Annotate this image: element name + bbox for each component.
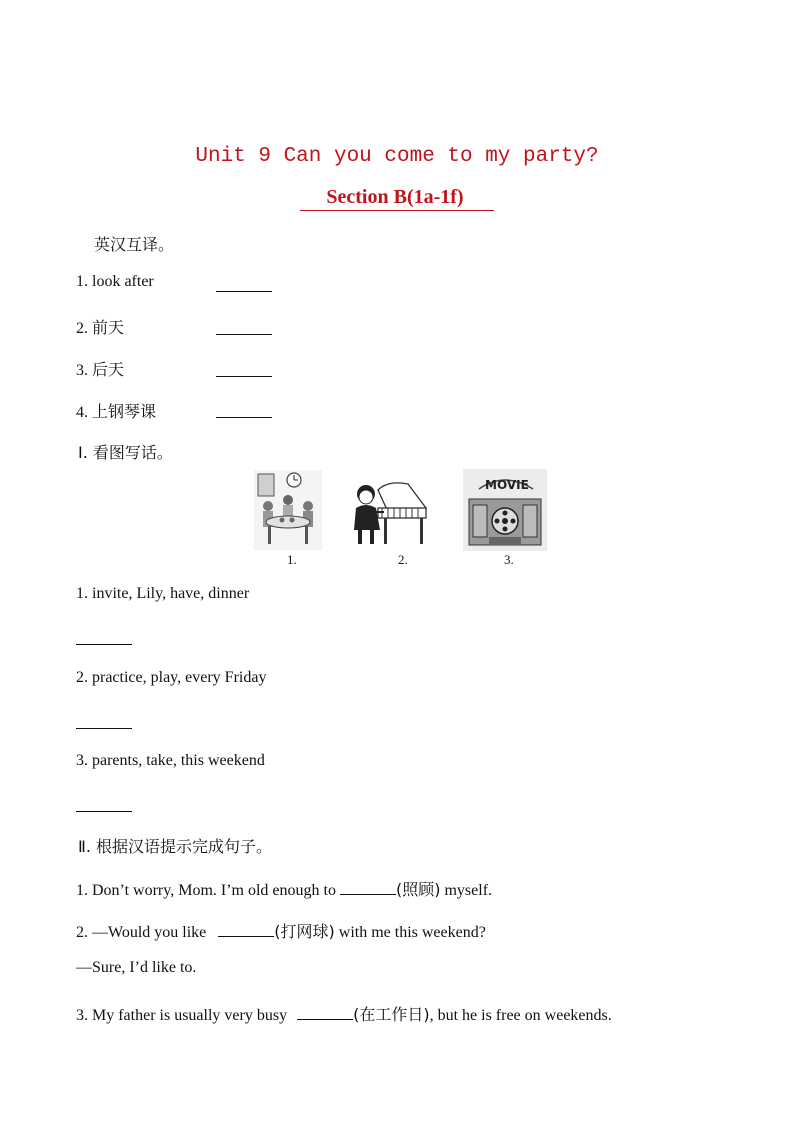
family-dinner-picture [254,470,322,550]
picture-caption-1: 1. [287,552,297,567]
part-one-heading: Ⅰ. 看图写话。 [78,443,173,462]
picture-caption-3: 3. [504,552,514,567]
answer-blank[interactable] [297,1005,353,1020]
answer-blank[interactable] [216,290,272,292]
question-3 [76,1002,612,1025]
item-text: look after [92,273,154,290]
translate-item-4 [76,399,156,422]
page-title: Unit 9 Can you come to my party? [195,145,599,168]
movie-theater-picture [463,469,547,551]
answer-blank[interactable] [340,880,396,895]
picture-caption-2: 2. [398,552,408,567]
question-text: 2. —Would you like [76,924,211,941]
prompt-3: 3. parents, take, this weekend [76,752,265,769]
movie-sign-text: MOVIE [485,478,529,492]
section-title-text: Section B(1a-1f) [300,186,493,211]
hint-text: (照顾) [395,880,441,899]
question-2 [76,919,486,942]
question-1 [76,877,492,900]
item-number: 2. [76,320,88,337]
item-number: 3. [76,362,88,379]
answer-line-3[interactable] [76,810,132,812]
translate-heading: 英汉互译。 [94,235,175,254]
answer-line-2[interactable] [76,727,132,729]
hint-text: (在工作日) [353,1005,430,1024]
question-2-reply: —Sure, I’d like to. [76,959,197,976]
translate-item-1 [76,273,154,291]
question-text-end: with me this weekend? [334,924,486,941]
answer-line-1[interactable] [76,643,132,645]
translate-item-3 [76,357,124,380]
section-title [0,186,794,209]
item-number: 1. [76,273,88,290]
girl-piano-picture [348,478,430,548]
item-text: 上钢琴课 [92,402,157,421]
answer-blank[interactable] [216,333,272,335]
item-text: 前天 [92,318,125,337]
answer-blank[interactable] [216,375,272,377]
item-text: 后天 [92,360,125,379]
prompt-2: 2. practice, play, every Friday [76,669,267,686]
question-text: 1. Don’t worry, Mom. I’m old enough to [76,882,340,899]
answer-blank[interactable] [218,922,274,937]
question-text-end: , but he is free on weekends. [429,1007,612,1024]
question-text-end: myself. [440,882,493,899]
answer-blank[interactable] [216,416,272,418]
part-two-heading: Ⅱ. 根据汉语提示完成句子。 [78,837,273,856]
prompt-1: 1. invite, Lily, have, dinner [76,585,250,602]
question-text: 3. My father is usually very busy [76,1007,292,1024]
hint-text: (打网球) [274,922,335,941]
translate-item-2 [76,315,124,338]
item-number: 4. [76,404,88,421]
